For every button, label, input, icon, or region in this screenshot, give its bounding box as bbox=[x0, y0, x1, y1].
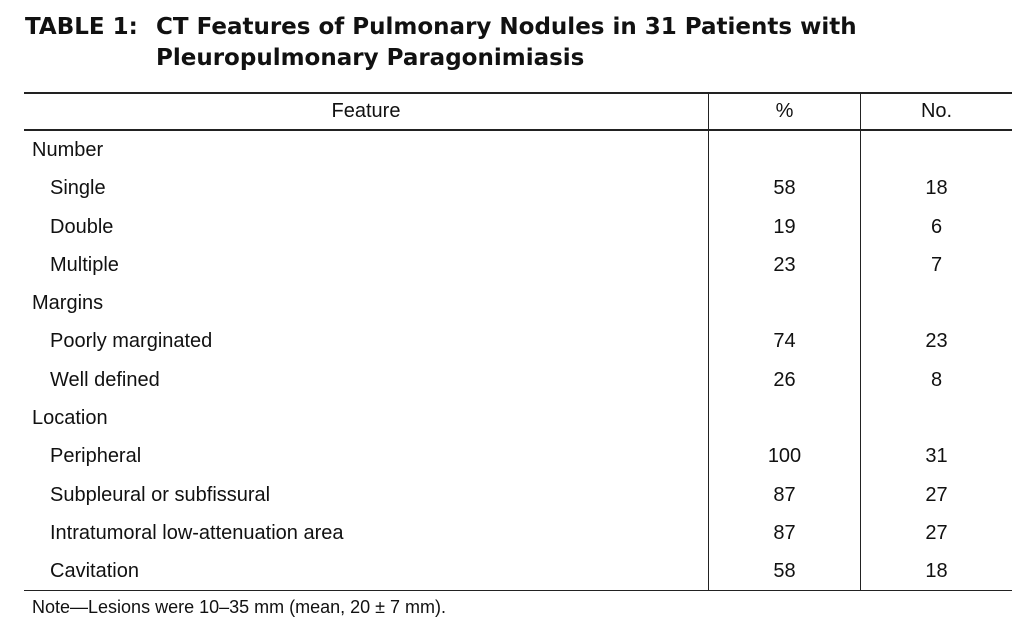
header-percent: % bbox=[775, 100, 794, 122]
cell-number: 27 bbox=[925, 521, 948, 544]
cell-percent: 26 bbox=[773, 368, 796, 391]
table-row bbox=[24, 476, 1012, 514]
cell-percent: 19 bbox=[773, 215, 796, 238]
cell-feature: Peripheral bbox=[50, 445, 142, 468]
cell-number: 27 bbox=[925, 483, 948, 506]
table-note: Note—Lesions were 10–35 mm (mean, 20 ± 7 mm). bbox=[32, 597, 447, 617]
cell-feature: Intratumoral low-attenuation area bbox=[50, 521, 344, 544]
table-section-row bbox=[24, 399, 1012, 437]
table-section-row bbox=[24, 284, 1012, 322]
table-section-row bbox=[24, 131, 1012, 169]
cell-number: 31 bbox=[925, 445, 948, 468]
header-feature: Feature bbox=[331, 100, 401, 122]
cell-feature: Cavitation bbox=[50, 560, 139, 583]
table-row bbox=[24, 514, 1012, 552]
table-row bbox=[24, 208, 1012, 246]
cell-feature: Double bbox=[50, 215, 114, 238]
cell-feature: Margins bbox=[32, 292, 104, 315]
cell-percent: 100 bbox=[767, 445, 802, 468]
cell-feature: Poorly marginated bbox=[50, 330, 213, 353]
cell-feature: Single bbox=[50, 177, 106, 200]
table-title bbox=[25, 12, 876, 74]
cell-number: 8 bbox=[930, 368, 943, 391]
cell-number: 6 bbox=[930, 215, 943, 238]
cell-percent: 58 bbox=[773, 560, 796, 583]
cell-percent: 58 bbox=[773, 177, 796, 200]
cell-percent: 74 bbox=[773, 330, 796, 353]
cell-feature: Location bbox=[32, 407, 108, 430]
cell-number: 18 bbox=[925, 560, 948, 583]
cell-feature: Number bbox=[32, 139, 104, 161]
table-body bbox=[24, 131, 1012, 591]
cell-feature: Subpleural or subfissural bbox=[50, 483, 271, 506]
table-row bbox=[24, 169, 1012, 207]
cell-number: 23 bbox=[925, 330, 948, 353]
cell-percent: 87 bbox=[773, 483, 796, 506]
cell-feature: Well defined bbox=[50, 368, 160, 391]
cell-number: 18 bbox=[925, 177, 948, 200]
table-row bbox=[24, 361, 1012, 399]
table-row bbox=[24, 552, 1012, 590]
table-number-label: TABLE 1: bbox=[25, 14, 138, 40]
table-row bbox=[24, 437, 1012, 475]
table-caption: CT Features of Pulmonary Nodules in 31 Patients with Pleuropulmonary Paragonimiasis bbox=[156, 14, 857, 71]
header-number: No. bbox=[920, 100, 953, 122]
cell-number: 7 bbox=[930, 253, 943, 276]
cell-percent: 87 bbox=[773, 521, 796, 544]
table-row bbox=[24, 322, 1012, 360]
table-row bbox=[24, 246, 1012, 284]
cell-percent: 23 bbox=[773, 253, 796, 276]
cell-feature: Multiple bbox=[50, 253, 119, 276]
